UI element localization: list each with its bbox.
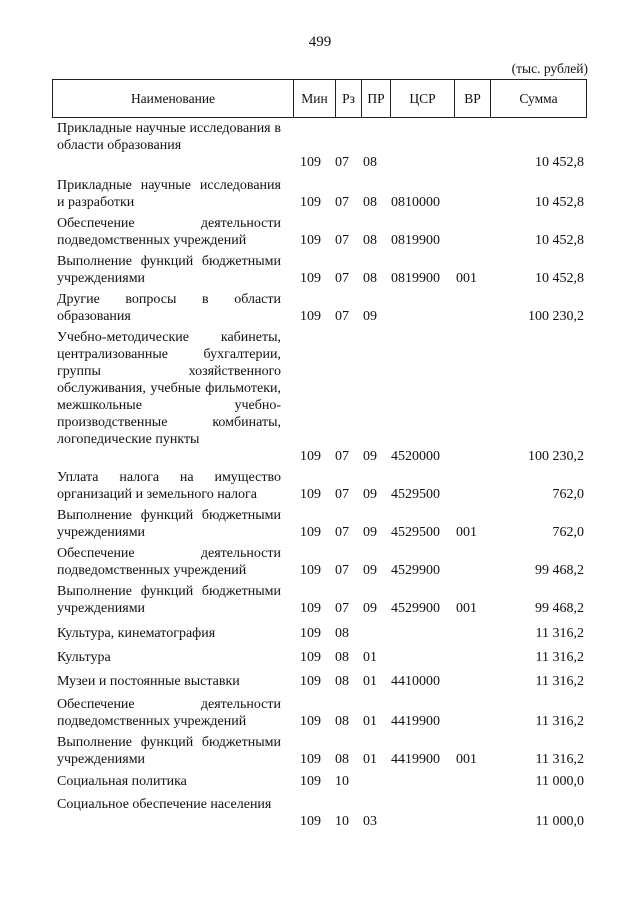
table-row [0,696,640,730]
row-csr: 4529500 [391,525,440,540]
row-min: 109 [300,774,321,789]
row-pr: 08 [363,271,377,286]
table-row [0,253,640,287]
row-rz: 08 [335,674,349,689]
row-name: Другие вопросы в области образования [57,292,281,324]
row-csr: 4529900 [391,601,440,616]
row-rz: 07 [335,233,349,248]
row-rz: 08 [335,714,349,729]
row-rz: 08 [335,650,349,665]
table-row [0,507,640,541]
row-csr: 0819900 [391,271,440,286]
header-csr: ЦСР [390,80,454,117]
row-pr: 08 [363,233,377,248]
row-name: Прикладные научные исследования в области образования [57,121,281,153]
row-sum: 10 452,8 [535,195,584,210]
row-rz: 07 [335,155,349,170]
header-sum: Сумма [490,80,586,117]
table-row [0,796,640,830]
table-row [0,469,640,503]
row-vr: 001 [456,525,477,540]
table-row [0,291,640,325]
row-rz: 07 [335,449,349,464]
header-min: Мин [293,80,335,117]
row-min: 109 [300,525,321,540]
row-min: 109 [300,309,321,324]
row-name: Обеспечение деятельности подведомственных учреждений [57,697,281,729]
table-row [0,673,640,690]
row-min: 109 [300,449,321,464]
row-pr: 09 [363,449,377,464]
row-csr: 4529500 [391,487,440,502]
row-min: 109 [300,271,321,286]
row-rz: 07 [335,525,349,540]
page-number: 499 [308,34,332,50]
header-vr: ВР [454,80,490,117]
row-sum: 762,0 [552,487,584,502]
row-name: Прикладные научные исследования и разработки [57,178,281,210]
row-pr: 09 [363,563,377,578]
row-name: Учебно-методические кабинеты, централизованные бухгалтерии, группы хозяйственного обслуживания, учебные фильмотеки, межшкольные учебно-производственные комбинаты, логопедические пункты [57,330,281,447]
table-row [0,583,640,617]
row-pr: 03 [363,814,377,829]
row-csr: 4419900 [391,714,440,729]
row-rz: 07 [335,309,349,324]
row-rz: 07 [335,271,349,286]
row-min: 109 [300,195,321,210]
table-row [0,120,640,171]
row-name: Культура [57,650,111,665]
row-sum: 11 316,2 [535,626,584,641]
row-sum: 762,0 [552,525,584,540]
row-min: 109 [300,714,321,729]
row-pr: 09 [363,601,377,616]
row-csr: 4520000 [391,449,440,464]
row-name: Уплата налога на имущество организаций и земельного налога [57,470,281,502]
row-name: Музеи и постоянные выставки [57,674,240,689]
units-label: (тыс. рублей) [511,61,588,76]
row-pr: 08 [363,195,377,210]
row-rz: 07 [335,601,349,616]
row-pr: 08 [363,155,377,170]
row-min: 109 [300,626,321,641]
row-vr: 001 [456,271,477,286]
row-rz: 07 [335,563,349,578]
row-sum: 99 468,2 [535,601,584,616]
table-row [0,545,640,579]
table-row [0,625,640,642]
header-rz: Рз [335,80,361,117]
row-name: Культура, кинематография [57,626,216,641]
row-min: 109 [300,487,321,502]
row-vr: 001 [456,601,477,616]
row-pr: 01 [363,752,377,767]
row-csr: 4419900 [391,752,440,767]
row-sum: 11 316,2 [535,752,584,767]
row-min: 109 [300,601,321,616]
row-name: Социальная политика [57,774,187,789]
row-sum: 10 452,8 [535,271,584,286]
row-csr: 4529900 [391,563,440,578]
table-row [0,329,640,465]
row-name: Обеспечение деятельности подведомственных учреждений [57,216,281,248]
row-sum: 11 316,2 [535,650,584,665]
row-sum: 11 316,2 [535,714,584,729]
row-name: Выполнение функций бюджетными учреждениями [57,508,281,540]
table-header [52,79,587,118]
table-row [0,215,640,249]
row-rz: 07 [335,195,349,210]
row-sum: 10 452,8 [535,233,584,248]
table-row [0,773,640,790]
row-rz: 10 [335,814,349,829]
row-min: 109 [300,752,321,767]
row-csr: 0810000 [391,195,440,210]
row-rz: 08 [335,626,349,641]
row-pr: 01 [363,674,377,689]
row-sum: 11 316,2 [535,674,584,689]
row-min: 109 [300,155,321,170]
row-min: 109 [300,650,321,665]
header-name: Наименование [130,90,216,106]
row-pr: 01 [363,650,377,665]
row-min: 109 [300,563,321,578]
row-sum: 10 452,8 [535,155,584,170]
row-min: 109 [300,674,321,689]
row-name: Выполнение функций бюджетными учреждениями [57,584,281,616]
row-sum: 11 000,0 [535,814,584,829]
header-pr: ПР [361,80,390,117]
row-name: Выполнение функций бюджетными учреждениями [57,735,281,767]
row-name: Социальное обеспечение населения [57,797,272,812]
row-rz: 10 [335,774,349,789]
row-sum: 100 230,2 [528,449,584,464]
row-csr: 0819900 [391,233,440,248]
row-pr: 09 [363,525,377,540]
row-sum: 100 230,2 [528,309,584,324]
row-pr: 09 [363,487,377,502]
row-sum: 11 000,0 [535,774,584,789]
row-name: Обеспечение деятельности подведомственных учреждений [57,546,281,578]
row-vr: 001 [456,752,477,767]
table-row [0,649,640,666]
table-row [0,177,640,211]
row-pr: 09 [363,309,377,324]
row-csr: 4410000 [391,674,440,689]
row-rz: 07 [335,487,349,502]
row-name: Выполнение функций бюджетными учреждениями [57,254,281,286]
row-rz: 08 [335,752,349,767]
row-pr: 01 [363,714,377,729]
row-min: 109 [300,814,321,829]
table-row [0,734,640,768]
row-min: 109 [300,233,321,248]
row-sum: 99 468,2 [535,563,584,578]
